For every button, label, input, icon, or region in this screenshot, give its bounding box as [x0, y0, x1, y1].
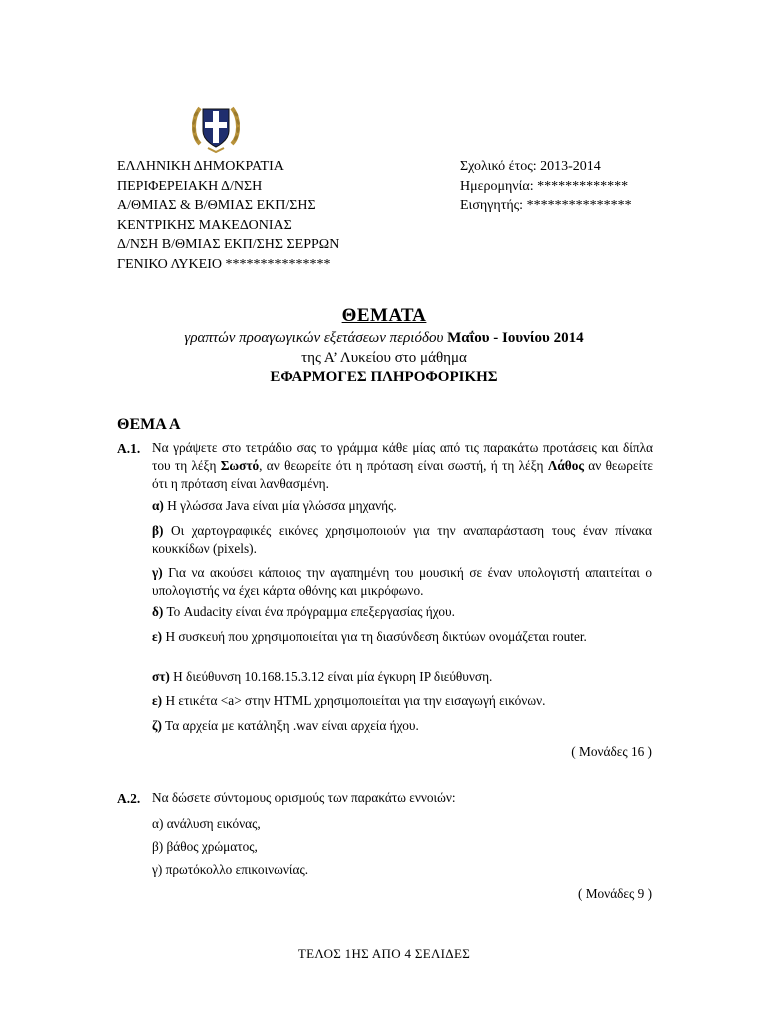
exam-date: Ημερομηνία: *************: [460, 178, 629, 194]
course-name: ΕΦΑΡΜΟΓΕΣ ΠΛΗΡΟΦΟΡΙΚΗΣ: [270, 369, 498, 385]
item-label: γ): [152, 565, 163, 580]
authority-line: ΓΕΝΙΚΟ ΛΥΚΕΙΟ ***************: [117, 256, 331, 272]
authority-line: ΠΕΡΙΦΕΡΕΙΑΚΗ Δ/ΝΣΗ: [117, 178, 263, 194]
item-text: Η διεύθυνση 10.168.15.3.12 είναι μία έγκυρη IP διεύθυνση.: [173, 669, 493, 684]
list-item: [152, 717, 652, 735]
list-item: α) ανάλυση εικόνας,: [152, 816, 261, 831]
subtitle-period: Μαΐου - Ιουνίου 2014: [447, 330, 584, 346]
instruction-text: , αν θεωρείτε ότι η πρόταση είναι σωστή, ή τη λέξη: [259, 458, 548, 473]
question-number: A.2.: [117, 791, 141, 806]
item-label: α): [152, 498, 164, 513]
instruction-text: αν θεωρείτε ότι η πρόταση είναι λανθασμένη.: [152, 458, 653, 491]
item-label: ε): [152, 629, 163, 644]
document-title: ΘΕΜΑΤΑ: [341, 305, 427, 326]
item-text: Η ετικέτα <a> στην HTML χρησιμοποιείται για την εισαγωγή εικόνων.: [165, 693, 546, 708]
list-item: β) βάθος χρώματος,: [152, 839, 258, 854]
list-item: γ) πρωτόκολλο επικοινωνίας.: [152, 862, 309, 877]
item-text: Για να ακούσει κάποιος την αγαπημένη του μουσική σε έναν υπολογιστή απαιτείται ο υπολογιστής να έχει κάρτα οθόνης και μικρόφωνο.: [152, 565, 652, 598]
list-item: [152, 668, 652, 686]
item-text: Η συσκευή που χρησιμοποιείται για τη διασύνδεση δικτύων ονομάζεται router.: [165, 629, 587, 644]
instruction-text: Να γράψετε στο τετράδιο σας το γράμμα κάθε μίας από τις παρακάτω προτάσεις και δίπλα του τη λέξη: [152, 440, 653, 473]
item-text: Το Audacity είναι ένα πρόγραμμα επεξεργασίας ήχου.: [166, 604, 455, 619]
authority-line: ΚΕΝΤΡΙΚΗΣ ΜΑΚΕΔΟΝΙΑΣ: [117, 217, 292, 233]
correct-keyword: Σωστό: [220, 458, 260, 473]
item-text: Οι χαρτογραφικές εικόνες χρησιμοποιούν για την αναπαράσταση τους έναν πίνακα κουκκίδων (pixels).: [152, 523, 652, 556]
list-item: [152, 692, 652, 710]
marks-label: ( Μονάδες 16 ): [571, 744, 652, 759]
page-footer: ΤΕΛΟΣ 1ΗΣ ΑΠΟ 4 ΣΕΛΙΔΕΣ: [297, 946, 471, 961]
examiner: Εισηγητής: ***************: [460, 198, 632, 214]
question-number: A.1.: [117, 441, 141, 456]
item-label: β): [152, 523, 164, 538]
list-item: [152, 522, 652, 558]
greek-coat-of-arms-emblem: [190, 100, 242, 154]
issuing-authority-block: [117, 157, 339, 275]
list-item: [152, 564, 652, 600]
authority-line: Α/ΘΜΙΑΣ & Β/ΘΜΙΑΣ ΕΚΠ/ΣΗΣ: [117, 198, 316, 214]
item-label: ζ): [152, 718, 162, 733]
section-heading: ΘΕΜΑ Α: [117, 416, 181, 433]
item-label: στ): [152, 669, 170, 684]
marks-label: ( Μονάδες 9 ): [577, 886, 652, 901]
item-text: Τα αρχεία με κατάληξη .wav είναι αρχεία ήχου.: [165, 718, 419, 733]
question-instructions: Να δώσετε σύντομους ορισμούς των παρακάτω εννοιών:: [152, 790, 456, 805]
list-item: [152, 603, 652, 621]
authority-line: ΕΛΛΗΝΙΚΗ ΔΗΜΟΚΡΑΤΙΑ: [117, 159, 284, 174]
item-label: ε): [152, 693, 163, 708]
question-instructions: [152, 439, 653, 493]
exam-period-subtitle: [0, 330, 768, 347]
authority-line: Δ/ΝΣΗ Β/ΘΜΙΑΣ ΕΚΠ/ΣΗΣ ΣΕΡΡΩΝ: [117, 237, 340, 253]
exam-info-block: [460, 157, 632, 216]
list-item: [152, 628, 652, 646]
list-item: [152, 497, 652, 515]
subtitle-prefix: γραπτών προαγωγικών εξετάσεων περιόδου: [184, 330, 448, 346]
class-subtitle: της Α’ Λυκείου στο μάθημα: [301, 350, 467, 366]
wrong-keyword: Λάθος: [547, 458, 584, 473]
item-label: δ): [152, 604, 164, 619]
school-year: Σχολικό έτος: 2013-2014: [460, 159, 601, 174]
item-text: Η γλώσσα Java είναι μία γλώσσα μηχανής.: [167, 498, 397, 513]
